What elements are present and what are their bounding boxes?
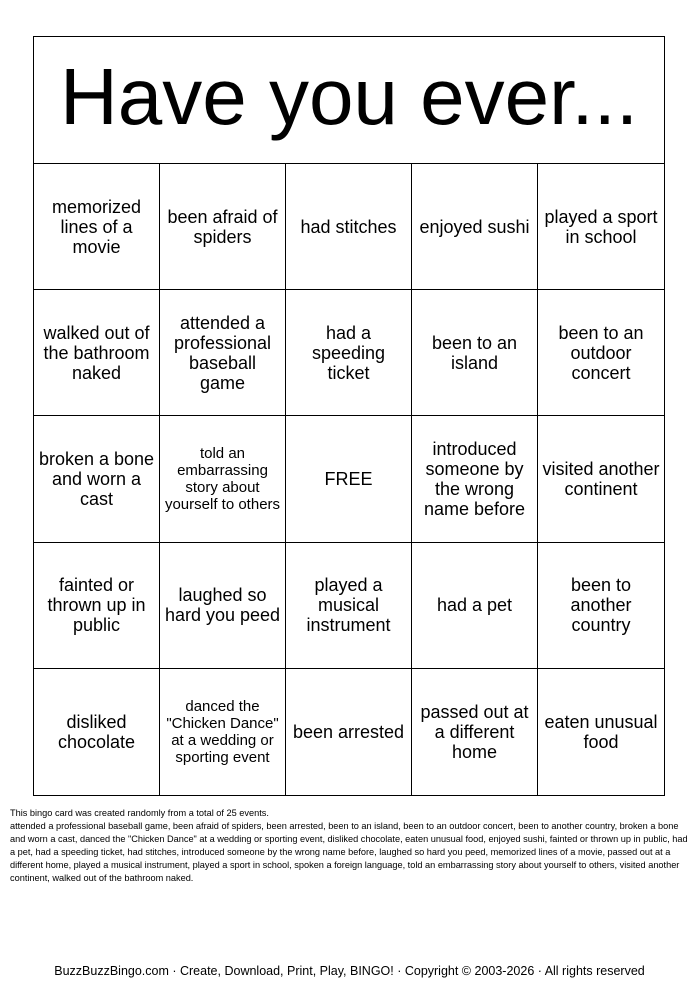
bingo-card <box>33 36 665 796</box>
bingo-cell: attended a professional baseball game <box>160 290 286 416</box>
bingo-grid <box>34 164 664 795</box>
bingo-cell: been to another country <box>538 543 664 669</box>
bingo-cell: been arrested <box>286 669 412 795</box>
events-list: attended a professional baseball game, been afraid of spiders, been arrested, been to an island, been to an outdoor concert, been to another country, broken a bone and worn a cast, danced the "Chicken Dance" at a wedding or sporting event, disliked chocolate, eaten unusual food, enjoyed sushi, fainted or thrown up in public, had a pet, had a speeding ticket, had stitches, introduced someone by the wrong name before, laughed so hard you peed, memorized lines of a movie, passed out at a different home, played a musical instrument, played a sport in school, spoken a foreign language, told an embarrassing story about yourself to others, visited another continent, walked out of the bathroom naked. <box>10 821 688 883</box>
bingo-cell: been to an island <box>412 290 538 416</box>
bingo-cell: disliked chocolate <box>34 669 160 795</box>
bingo-cell: fainted or thrown up in public <box>34 543 160 669</box>
bingo-cell: visited another continent <box>538 416 664 542</box>
bingo-cell: had a speeding ticket <box>286 290 412 416</box>
bingo-cell: had a pet <box>412 543 538 669</box>
free-space-cell: FREE <box>286 416 412 542</box>
bingo-cell: danced the "Chicken Dance" at a wedding or sporting event <box>160 669 286 795</box>
bingo-cell: laughed so hard you peed <box>160 543 286 669</box>
bingo-cell: walked out of the bathroom naked <box>34 290 160 416</box>
bingo-cell: played a sport in school <box>538 164 664 290</box>
bingo-cell: eaten unusual food <box>544 711 658 752</box>
bingo-cell: introduced someone by the wrong name before <box>412 416 538 542</box>
events-intro: This bingo card was created randomly from a total of 25 events. <box>10 808 269 818</box>
site-footer: BuzzBuzzBingo.com · Create, Download, Print, Play, BINGO! · Copyright © 2003-2026 · All rights reserved <box>54 964 645 978</box>
bingo-cell: memorized lines of a movie <box>34 164 160 290</box>
bingo-cell: been to an outdoor concert <box>538 290 664 416</box>
card-description <box>10 807 688 885</box>
bingo-cell: passed out at a different home <box>412 669 538 795</box>
bingo-cell: told an embarrassing story about yourself to others <box>160 416 286 542</box>
card-title: Have you ever... <box>34 37 664 164</box>
bingo-cell: been afraid of spiders <box>160 164 286 290</box>
bingo-cell: enjoyed sushi <box>412 164 538 290</box>
bingo-cell: broken a bone and worn a cast <box>34 416 160 542</box>
bingo-cell: had stitches <box>286 164 412 290</box>
bingo-cell: played a musical instrument <box>286 543 412 669</box>
